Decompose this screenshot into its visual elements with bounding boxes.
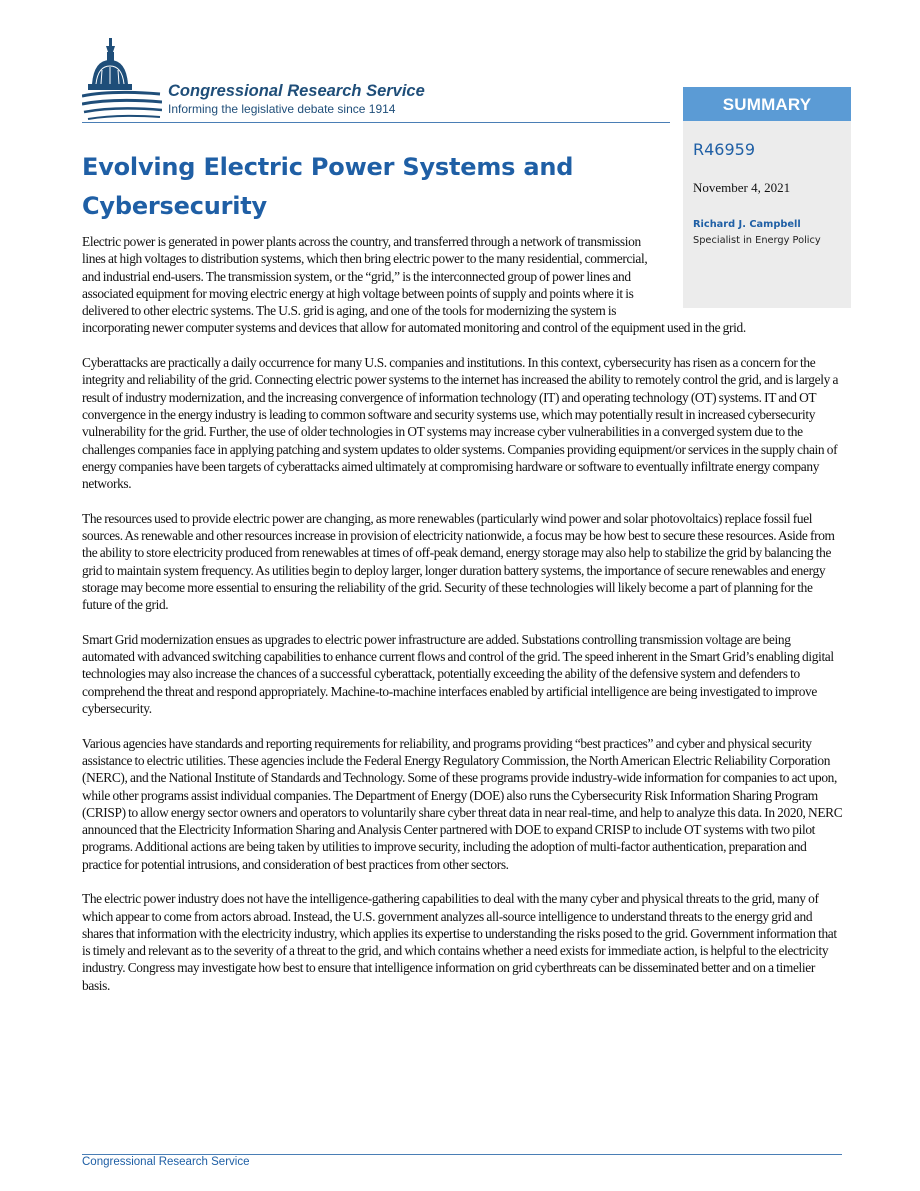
- report-number: R46959: [693, 140, 756, 159]
- body-paragraph: Cyberattacks are practically a daily occurrence for many U.S. companies and institutions. In this context, cybersecurity has risen as a concern for the integrity and reliability of the grid. Connecting electric power systems to the internet has increased the ability to remotely control the grid, and is largely a result of industry modernization, and the increasing convergence of information technology (IT) and operating technology (OT) systems. IT and OT convergence in the energy industry is leading to common software and security systems use, which may potentially result in increased cybersecurity vulnerability for the grid. Further, the use of older technologies in OT systems may increase cyber vulnerabilities in a converged system due to the challenges companies face in applying patching and system updates to older systems. Companies providing equipment/or services in the supply chain of energy companies have been targets of cyberattacks aimed ultimately at compromising hardware or software to eventually infiltrate energy company networks.: [82, 355, 839, 492]
- capitol-dome-logo: [82, 34, 162, 122]
- org-name: Congressional Research Service: [168, 82, 425, 100]
- org-tagline: Informing the legislative debate since 1914: [168, 102, 396, 116]
- page-header: [82, 34, 670, 124]
- body-paragraph: The electric power industry does not have the intelligence-gathering capabilities to deal with the many cyber and physical threats to the grid, many of which appear to come from actors abroad. Instead, the U.S. government analyzes all-source intelligence to understand threats to the energy grid and shares that information with the electricity industry, which applies its expertise to understanding the risks posed to the grid. Government information that is timely and relevant as to the severity of a threat to the grid, and which contains whether a need exists for immediate action, is helpful to the electricity industry. Congress may investigate how best to ensure that intelligence information on grid cyberthreats can be disseminated better and on a timelier basis.: [82, 891, 837, 993]
- author-title: Specialist in Energy Policy: [693, 235, 821, 246]
- summary-body: [82, 233, 844, 1011]
- header-divider: [82, 122, 670, 123]
- body-paragraph: Various agencies have standards and reporting requirements for reliability, and programs providing “best practices” and cyber and physical security assistance to electric utilities. These agencies include the Federal Energy Regulatory Commission, the North American Electric Reliability Corporation (NERC), and the National Institute of Standards and Technology. Some of these programs provide industry-wide information for companies to act upon, while other programs assist individual companies. The Department of Energy (DOE) also runs the Cybersecurity Risk Information Sharing Program (CRISP) to allow energy sector owners and operators to voluntarily share cyber threat data in near real-time, and help to analyze this data. In 2020, NERC announced that the Electricity Information Sharing and Analysis Center partnered with DOE to expand CRISP to include OT systems with two pilot programs. Additional actions are being taken by utilities to improve security, including the adoption of multi-factor authentication, preparation and practice for potential intrusions, and consideration of best practices from other sectors.: [82, 735, 843, 872]
- sidebar-wrap-spacer: [661, 233, 844, 309]
- footer-org-name: Congressional Research Service: [82, 1156, 250, 1168]
- report-date: November 4, 2021: [693, 180, 791, 195]
- body-paragraph: Smart Grid modernization ensues as upgrades to electric power infrastructure are added. Substations controlling transmission voltage are being automated with advanced switching capabilities to enhance current flows and control of the grid. The speed inherent in the Smart Grid’s enabling digital technologies may also increase the chances of a successful cyberattack, potentially exceeding the ability of the defensive system and defenders to comprehend the threat and respond appropriately. Machine-to-machine interfaces enabled by artificial intelligence are being investigated to improve cybersecurity.: [82, 631, 834, 717]
- footer-divider: [82, 1154, 842, 1155]
- body-paragraph: The resources used to provide electric power are changing, as more renewables (particularly wind power and solar photovoltaics) replace fossil fuel sources. As renewable and other resources increase in provision of electricity nationwide, a focus may be how best to secure these resources. Aside from the ability to store electricity produced from renewables at times of off-peak demand, energy storage may also help to stabilize the grid by balancing the grid to maintain system frequency. As utilities begin to deploy larger, longer duration battery systems, the importance of secure renewables and energy storage may become more essential to ensuring the reliability of the grid. Security of these technologies will likely become a part of planning for the future of the grid.: [82, 510, 835, 613]
- summary-label: SUMMARY: [683, 87, 851, 121]
- report-title: Evolving Electric Power Systems and Cybersecurity: [82, 153, 574, 220]
- body-paragraph: Electric power is generated in power plants across the country, and transferred through a network of transmission lines at high voltages to distribution systems, which then bring electric power to the many residential, commercial, and industrial end-users. The transmission system, or the “grid,” is the interconnected group of power lines and associated equipment for moving electric energy at high voltage between points of supply and points where it is delivered to other electric systems. The U.S. grid is aging, and one of the tools for modernizing the system is incorporating newer computer systems and devices that allow for automated monitoring and control of the equipment used in the grid.: [82, 234, 746, 336]
- author-name: Richard J. Campbell: [693, 219, 801, 230]
